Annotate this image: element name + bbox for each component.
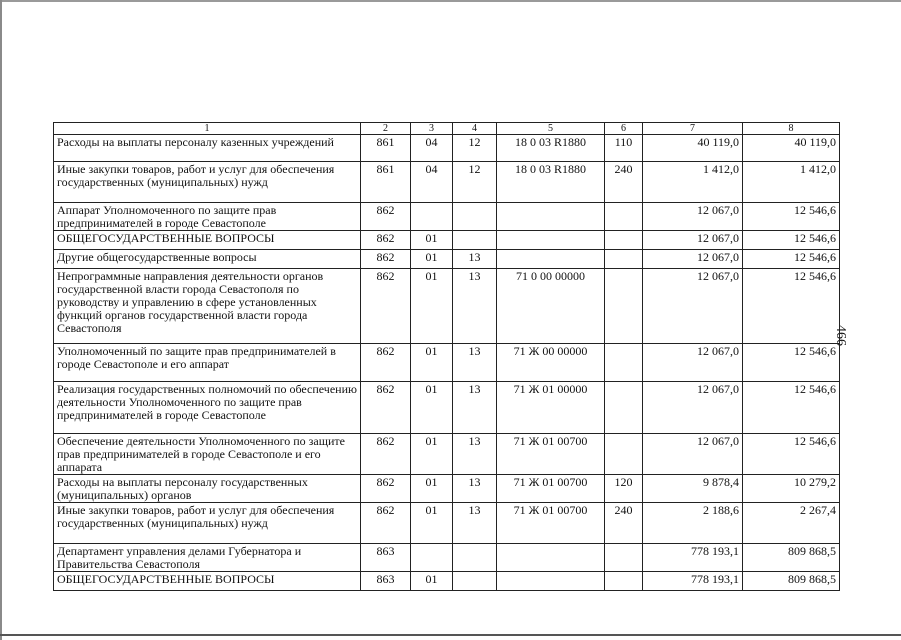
row-amount-1-cell: 12 067,0 [643, 231, 743, 250]
row-expense-type-cell [605, 434, 643, 475]
row-name-cell: Реализация государственных полномочий по обеспечению деятельности Уполномоченного по защите прав предпринимателей в городе Севастополе [54, 382, 361, 434]
row-admin-code-cell: 862 [361, 382, 411, 434]
row-expense-type-cell [605, 382, 643, 434]
row-expense-type-cell [605, 544, 643, 572]
row-admin-code-cell: 863 [361, 572, 411, 591]
row-amount-2-cell: 12 546,6 [743, 434, 840, 475]
table-row [54, 344, 840, 382]
row-admin-code-cell: 862 [361, 250, 411, 269]
row-amount-1-cell: 9 878,4 [643, 475, 743, 503]
table-row [54, 269, 840, 344]
row-subsection-cell: 13 [453, 503, 497, 544]
row-amount-1-cell: 12 067,0 [643, 269, 743, 344]
row-expense-type-cell [605, 344, 643, 382]
row-amount-2-cell: 12 546,6 [743, 231, 840, 250]
row-section-cell: 01 [411, 344, 453, 382]
row-amount-1-cell: 40 119,0 [643, 135, 743, 162]
row-expense-type-cell: 240 [605, 162, 643, 203]
table-row [54, 572, 840, 591]
row-amount-2-cell: 12 546,6 [743, 269, 840, 344]
header-cell: 5 [497, 123, 605, 135]
row-target-item-cell [497, 250, 605, 269]
header-cell: 6 [605, 123, 643, 135]
row-subsection-cell: 12 [453, 162, 497, 203]
table-row [54, 434, 840, 475]
row-amount-2-cell: 10 279,2 [743, 475, 840, 503]
row-subsection-cell [453, 203, 497, 231]
row-name-cell: Другие общегосударственные вопросы [54, 250, 361, 269]
row-amount-2-cell: 12 546,6 [743, 250, 840, 269]
row-amount-1-cell: 12 067,0 [643, 382, 743, 434]
row-subsection-cell: 13 [453, 250, 497, 269]
row-section-cell: 04 [411, 162, 453, 203]
row-section-cell [411, 544, 453, 572]
row-target-item-cell: 71 Ж 00 00000 [497, 344, 605, 382]
row-target-item-cell: 71 Ж 01 00000 [497, 382, 605, 434]
row-target-item-cell: 71 Ж 01 00700 [497, 503, 605, 544]
row-admin-code-cell: 862 [361, 269, 411, 344]
page-number: 466 [833, 325, 848, 346]
row-subsection-cell: 13 [453, 269, 497, 344]
row-target-item-cell [497, 231, 605, 250]
budget-table [53, 122, 840, 591]
table-row [54, 231, 840, 250]
header-cell: 1 [54, 123, 361, 135]
row-name-cell: Аппарат Уполномоченного по защите прав предпринимателей в городе Севастополе [54, 203, 361, 231]
row-target-item-cell: 18 0 03 R1880 [497, 135, 605, 162]
row-expense-type-cell [605, 269, 643, 344]
row-section-cell: 01 [411, 572, 453, 591]
row-subsection-cell: 13 [453, 344, 497, 382]
table-row [54, 503, 840, 544]
row-subsection-cell: 13 [453, 475, 497, 503]
row-amount-1-cell: 12 067,0 [643, 203, 743, 231]
row-amount-2-cell: 809 868,5 [743, 544, 840, 572]
row-name-cell: Расходы на выплаты персоналу государственных (муниципальных) органов [54, 475, 361, 503]
table-row [54, 203, 840, 231]
row-subsection-cell [453, 231, 497, 250]
row-section-cell: 01 [411, 503, 453, 544]
header-cell: 7 [643, 123, 743, 135]
row-amount-2-cell: 12 546,6 [743, 344, 840, 382]
row-amount-2-cell: 809 868,5 [743, 572, 840, 591]
row-name-cell: Уполномоченный по защите прав предпринимателей в городе Севастополе и его аппарат [54, 344, 361, 382]
row-target-item-cell: 18 0 03 R1880 [497, 162, 605, 203]
row-section-cell: 01 [411, 382, 453, 434]
row-admin-code-cell: 862 [361, 503, 411, 544]
table-row [54, 475, 840, 503]
row-amount-1-cell: 12 067,0 [643, 250, 743, 269]
table-row [54, 544, 840, 572]
header-row [54, 123, 840, 135]
row-amount-2-cell: 12 546,6 [743, 382, 840, 434]
row-subsection-cell: 12 [453, 135, 497, 162]
row-admin-code-cell: 862 [361, 203, 411, 231]
row-section-cell [411, 203, 453, 231]
row-admin-code-cell: 862 [361, 434, 411, 475]
row-amount-1-cell: 778 193,1 [643, 544, 743, 572]
row-admin-code-cell: 862 [361, 475, 411, 503]
row-section-cell: 01 [411, 231, 453, 250]
row-admin-code-cell: 862 [361, 231, 411, 250]
row-name-cell: Непрограммные направления деятельности органов государственной власти города Севастополя по руководству и управлению в сфере установленных функций органов государственной власти города Севастополя [54, 269, 361, 344]
scan-bottom-edge [0, 634, 901, 636]
row-name-cell: Иные закупки товаров, работ и услуг для обеспечения государственных (муниципальных) нужд [54, 503, 361, 544]
row-amount-2-cell: 1 412,0 [743, 162, 840, 203]
row-subsection-cell [453, 544, 497, 572]
row-admin-code-cell: 861 [361, 135, 411, 162]
row-expense-type-cell: 240 [605, 503, 643, 544]
row-expense-type-cell: 110 [605, 135, 643, 162]
header-cell: 3 [411, 123, 453, 135]
row-amount-2-cell: 2 267,4 [743, 503, 840, 544]
row-section-cell: 01 [411, 269, 453, 344]
row-section-cell: 01 [411, 475, 453, 503]
row-admin-code-cell: 862 [361, 344, 411, 382]
row-amount-2-cell: 12 546,6 [743, 203, 840, 231]
row-target-item-cell: 71 Ж 01 00700 [497, 475, 605, 503]
row-section-cell: 01 [411, 250, 453, 269]
table-row [54, 382, 840, 434]
row-amount-2-cell: 40 119,0 [743, 135, 840, 162]
header-cell: 2 [361, 123, 411, 135]
row-name-cell: Иные закупки товаров, работ и услуг для обеспечения государственных (муниципальных) нужд [54, 162, 361, 203]
row-amount-1-cell: 1 412,0 [643, 162, 743, 203]
row-amount-1-cell: 12 067,0 [643, 344, 743, 382]
row-target-item-cell [497, 572, 605, 591]
table-row [54, 250, 840, 269]
row-name-cell: ОБЩЕГОСУДАРСТВЕННЫЕ ВОПРОСЫ [54, 231, 361, 250]
table-row [54, 135, 840, 162]
row-section-cell: 01 [411, 434, 453, 475]
scan-top-edge [0, 0, 901, 2]
scan-left-edge [0, 0, 2, 640]
row-expense-type-cell [605, 250, 643, 269]
row-expense-type-cell: 120 [605, 475, 643, 503]
row-subsection-cell: 13 [453, 382, 497, 434]
row-expense-type-cell [605, 572, 643, 591]
row-target-item-cell [497, 544, 605, 572]
row-expense-type-cell [605, 231, 643, 250]
row-admin-code-cell: 863 [361, 544, 411, 572]
row-subsection-cell [453, 572, 497, 591]
row-expense-type-cell [605, 203, 643, 231]
row-target-item-cell [497, 203, 605, 231]
row-section-cell: 04 [411, 135, 453, 162]
row-name-cell: Расходы на выплаты персоналу казенных учреждений [54, 135, 361, 162]
header-cell: 8 [743, 123, 840, 135]
row-name-cell: ОБЩЕГОСУДАРСТВЕННЫЕ ВОПРОСЫ [54, 572, 361, 591]
row-subsection-cell: 13 [453, 434, 497, 475]
row-target-item-cell: 71 Ж 01 00700 [497, 434, 605, 475]
header-cell: 4 [453, 123, 497, 135]
row-amount-1-cell: 2 188,6 [643, 503, 743, 544]
row-name-cell: Обеспечение деятельности Уполномоченного по защите прав предпринимателей в городе Севастополе и его аппарата [54, 434, 361, 475]
table-row [54, 162, 840, 203]
row-name-cell: Департамент управления делами Губернатора и Правительства Севастополя [54, 544, 361, 572]
row-amount-1-cell: 778 193,1 [643, 572, 743, 591]
row-target-item-cell: 71 0 00 00000 [497, 269, 605, 344]
row-amount-1-cell: 12 067,0 [643, 434, 743, 475]
row-admin-code-cell: 861 [361, 162, 411, 203]
